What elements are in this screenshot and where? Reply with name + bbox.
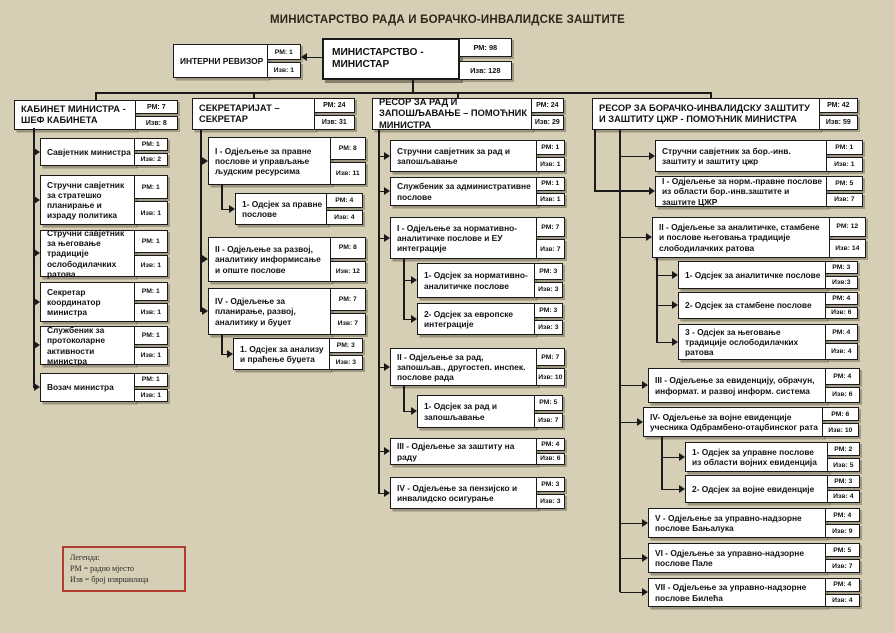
internal-auditor-label: ИНТЕРНИ РЕВИЗОР — [173, 44, 268, 78]
labor-item-6-pm-cell: РМ: 7 — [536, 348, 565, 366]
labor-item-5-pm-cell: РМ: 3 — [534, 303, 563, 318]
cabinet-item-5-pm-cell: РМ: 1 — [134, 326, 168, 345]
ministry-minister-pm-cell: РМ: 98 — [459, 38, 512, 57]
labor-item-8-izv-cell: Изв: 6 — [536, 453, 565, 466]
labor-item-7-stats — [535, 395, 563, 428]
cabinet-item-6-label: Возач министра — [40, 373, 135, 402]
secretariat-header-box — [192, 98, 355, 130]
connector-line — [662, 489, 679, 491]
secretariat-header-stats — [315, 98, 355, 130]
labor-item-9-izv-cell: Изв: 3 — [536, 494, 565, 509]
secretariat-item-4-stats — [331, 288, 366, 335]
secretariat-item-5-label: 1. Одсјек за анализу и праћење буџета — [233, 338, 330, 370]
veterans-item-1-box — [655, 140, 863, 172]
secretariat-item-3-label: II - Одјељење за развој, аналитику информисање и опште послове — [208, 237, 331, 282]
veterans-item-10-pm-cell: РМ: 3 — [827, 475, 860, 488]
labor-item-6-box — [390, 348, 565, 386]
veterans-item-10-box — [685, 475, 860, 503]
ministry-minister-label: МИНИСТАРСТВО - МИНИСТАР — [322, 38, 460, 80]
connector-line — [662, 457, 679, 459]
page-title: МИНИСТАРСТВО РАДА И БОРАЧКО-ИНВАЛИДСКЕ ЗАШТИТЕ — [269, 14, 626, 26]
veterans-item-12-box — [648, 543, 860, 573]
connector-line — [403, 386, 405, 412]
secretariat-item-1-pm-cell: РМ: 8 — [330, 137, 366, 160]
labor-item-8-label: III - Одјељење за заштиту на раду — [390, 438, 537, 465]
connector-line — [656, 258, 658, 343]
arrowhead-icon — [642, 554, 648, 562]
cabinet-item-4-stats — [135, 282, 168, 322]
labor-item-6-stats — [537, 348, 565, 386]
veterans-item-12-label: VI - Одјељење за управно-надзорне послове Пале — [648, 543, 826, 573]
cabinet-header-label: КАБИНЕТ МИНИСТРА - ШЕФ КАБИНЕТА — [14, 100, 136, 130]
labor-header-izv-cell: Изв: 29 — [531, 115, 564, 130]
cabinet-item-4-pm-cell: РМ: 1 — [134, 282, 168, 301]
veterans-item-13-stats — [826, 578, 860, 607]
arrowhead-icon — [411, 276, 417, 284]
veterans-item-11-stats — [826, 508, 860, 538]
cabinet-item-6-pm-cell: РМ: 1 — [134, 373, 168, 387]
cabinet-item-1-label: Савјетник министра — [40, 138, 135, 166]
connector-line — [657, 305, 672, 307]
cabinet-item-4-izv-cell: Изв: 1 — [134, 303, 168, 322]
labor-item-3-izv-cell: Изв: 7 — [536, 239, 565, 259]
labor-item-5-stats — [535, 303, 563, 335]
cabinet-item-6-stats — [135, 373, 168, 402]
cabinet-item-6-box — [40, 373, 168, 402]
veterans-item-4-stats — [826, 261, 858, 289]
veterans-item-3-box — [652, 217, 866, 258]
cabinet-item-4-label: Секретар координатор министра — [40, 282, 135, 322]
secretariat-header-izv-cell: Изв: 31 — [314, 115, 355, 130]
arrowhead-icon — [202, 157, 208, 165]
secretariat-item-3-pm-cell: РМ: 8 — [330, 237, 366, 259]
veterans-item-10-label: 2- Одсјек за војне евиденције — [685, 475, 828, 503]
cabinet-item-2-pm-cell: РМ: 1 — [134, 175, 168, 199]
labor-item-4-label: 1- Одсјек за нормативно-аналитичке послове — [417, 263, 535, 298]
labor-header-stats — [532, 98, 564, 130]
secretariat-item-2-box — [235, 193, 363, 225]
arrowhead-icon — [649, 152, 655, 160]
veterans-item-13-label: VII - Одјељење за управно-надзорне послове Билећа — [648, 578, 826, 607]
veterans-item-6-pm-cell: РМ: 4 — [825, 324, 858, 341]
labor-item-9-stats — [537, 477, 565, 509]
veterans-header-pm-cell: РМ: 42 — [819, 98, 858, 113]
veterans-item-8-pm-cell: РМ: 6 — [822, 407, 859, 421]
connector-line — [378, 130, 380, 494]
labor-item-9-label: IV - Одјељење за пензијско и инвалидско осигурање — [390, 477, 537, 509]
secretariat-item-2-label: 1- Одсјек за правне послове — [235, 193, 327, 225]
labor-item-1-pm-cell: РМ: 1 — [536, 140, 565, 155]
arrowhead-icon — [649, 187, 655, 195]
internal-auditor-pm-cell: РМ: 1 — [267, 44, 301, 60]
cabinet-item-2-label: Стручни савјетник за стратешко планирање и израду политика — [40, 175, 135, 225]
veterans-item-9-stats — [828, 442, 860, 472]
veterans-item-12-izv-cell: Изв: 7 — [825, 559, 860, 573]
veterans-item-2-pm-cell: РМ: 5 — [826, 176, 863, 191]
veterans-item-10-izv-cell: Изв: 4 — [827, 490, 860, 503]
veterans-item-5-izv-cell: Изв: 6 — [825, 307, 858, 320]
cabinet-item-5-stats — [135, 326, 168, 365]
veterans-item-12-pm-cell: РМ: 5 — [825, 543, 860, 557]
veterans-item-8-label: IV- Одјељење за војне евиденције учесника Одбрамбено-отаџбинског рата — [643, 407, 823, 437]
veterans-item-5-label: 2- Одсјек за стамбене послове — [678, 292, 826, 319]
connector-line — [620, 422, 637, 424]
veterans-item-9-izv-cell: Изв: 5 — [827, 458, 860, 472]
connector-line — [33, 128, 35, 388]
labor-item-7-label: 1- Одсјек за рад и запошљавање — [417, 395, 535, 428]
cabinet-item-1-izv-cell: Изв: 2 — [134, 153, 168, 166]
connector-line — [221, 335, 223, 355]
secretariat-item-3-stats — [331, 237, 366, 282]
connector-line — [594, 190, 649, 192]
veterans-item-3-label: II - Одјељење за аналитичке, стамбене и послове његовања традиције слободилачких ратова — [652, 217, 830, 258]
arrowhead-icon — [202, 255, 208, 263]
labor-item-2-izv-cell: Изв: 1 — [536, 193, 565, 207]
arrowhead-icon — [672, 271, 678, 279]
connector-line — [661, 437, 663, 490]
labor-item-2-pm-cell: РМ: 1 — [536, 177, 565, 191]
veterans-item-1-stats — [827, 140, 863, 172]
internal-auditor-izv-cell: Изв: 1 — [267, 62, 301, 78]
veterans-item-3-izv-cell: Изв: 14 — [829, 239, 866, 259]
connector-line — [403, 259, 405, 320]
labor-item-4-pm-cell: РМ: 3 — [534, 263, 563, 280]
veterans-item-12-stats — [826, 543, 860, 573]
veterans-item-6-stats — [826, 324, 858, 360]
arrowhead-icon — [637, 418, 643, 426]
arrowhead-icon — [642, 381, 648, 389]
veterans-item-13-izv-cell: Изв: 4 — [825, 594, 860, 608]
veterans-item-4-label: 1- Одсјек за аналитичке послове — [678, 261, 826, 289]
connector-line — [657, 275, 672, 277]
arrowhead-icon — [34, 298, 40, 306]
veterans-item-9-pm-cell: РМ: 2 — [827, 442, 860, 456]
veterans-item-5-pm-cell: РМ: 4 — [825, 292, 858, 305]
secretariat-item-5-pm-cell: РМ: 3 — [329, 338, 363, 353]
veterans-item-7-label: III - Одјељење за евиденцију, обрачун, информат. и развој информ. система — [648, 368, 826, 403]
connector-line — [95, 92, 97, 101]
labor-header-label: РЕСОР ЗА РАД И ЗАПОШЉАВАЊЕ – ПОМОЋНИК МИНИСТРА — [372, 98, 532, 130]
arrowhead-icon — [301, 53, 307, 61]
internal-auditor-stats — [268, 44, 301, 78]
veterans-item-5-stats — [826, 292, 858, 319]
secretariat-item-4-pm-cell: РМ: 7 — [330, 288, 366, 311]
veterans-item-6-box — [678, 324, 858, 360]
veterans-item-11-box — [648, 508, 860, 538]
labor-item-7-box — [417, 395, 563, 428]
cabinet-item-3-stats — [135, 230, 168, 277]
veterans-item-9-box — [685, 442, 860, 472]
secretariat-item-3-box — [208, 237, 366, 282]
connector-line — [253, 92, 255, 99]
connector-line — [457, 92, 459, 99]
labor-item-5-box — [417, 303, 563, 335]
secretariat-item-1-izv-cell: Изв: 11 — [330, 162, 366, 185]
connector-line — [307, 57, 322, 59]
veterans-item-4-box — [678, 261, 858, 289]
veterans-item-13-pm-cell: РМ: 4 — [825, 578, 860, 592]
internal-auditor-box — [173, 44, 301, 78]
labor-item-8-pm-cell: РМ: 4 — [536, 438, 565, 451]
secretariat-item-5-stats — [330, 338, 363, 370]
connector-line — [657, 342, 672, 344]
arrowhead-icon — [34, 341, 40, 349]
secretariat-item-1-label: I - Одјељење за правне послове и управљање људским ресурсима — [208, 137, 331, 185]
labor-item-5-izv-cell: Изв: 3 — [534, 320, 563, 335]
labor-item-6-izv-cell: Изв: 10 — [536, 368, 565, 386]
labor-item-9-box — [390, 477, 565, 509]
arrowhead-icon — [384, 187, 390, 195]
arrowhead-icon — [384, 447, 390, 455]
veterans-item-11-label: V - Одјељење за управно-надзорне послове Бањалука — [648, 508, 826, 538]
connector-line — [620, 385, 642, 387]
cabinet-item-5-izv-cell: Изв: 1 — [134, 347, 168, 366]
connector-line — [594, 130, 596, 191]
legend-izv-line: Изв = број извршилаца — [70, 575, 149, 585]
cabinet-item-5-box — [40, 326, 168, 365]
secretariat-item-4-box — [208, 288, 366, 335]
labor-header-box — [372, 98, 564, 130]
veterans-item-10-stats — [828, 475, 860, 503]
veterans-item-4-izv-cell: Изв:3 — [825, 276, 858, 289]
veterans-item-8-izv-cell: Изв: 10 — [822, 423, 859, 437]
arrowhead-icon — [679, 485, 685, 493]
cabinet-header-izv-cell: Изв: 8 — [135, 116, 178, 130]
veterans-item-2-izv-cell: Изв: 7 — [826, 193, 863, 208]
veterans-item-9-label: 1- Одсјек за управне послове из области војних евиденција — [685, 442, 828, 472]
cabinet-item-6-izv-cell: Изв: 1 — [134, 389, 168, 403]
arrowhead-icon — [679, 453, 685, 461]
connector-line — [620, 156, 649, 158]
veterans-item-1-label: Стручни савјетник за бор.-инв. заштиту и заштиту цжр — [655, 140, 827, 172]
secretariat-item-4-label: IV - Одјељење за планирање, развој, аналитику и буџет — [208, 288, 331, 335]
veterans-header-izv-cell: Изв: 59 — [819, 115, 858, 130]
connector-line — [620, 558, 642, 560]
veterans-header-label: РЕСОР ЗА БОРАЧКО-ИНВАЛИДСКУ ЗАШТИТУ И ЗАШТИТУ ЦЖР - ПОМОЋНИК МИНИСТРА — [592, 98, 820, 130]
labor-item-2-label: Службеник за административне послове — [390, 177, 537, 206]
veterans-item-5-box — [678, 292, 858, 319]
labor-item-3-pm-cell: РМ: 7 — [536, 217, 565, 237]
labor-item-4-stats — [535, 263, 563, 298]
arrowhead-icon — [34, 249, 40, 257]
arrowhead-icon — [384, 234, 390, 242]
cabinet-item-1-pm-cell: РМ: 1 — [134, 138, 168, 151]
arrowhead-icon — [672, 338, 678, 346]
arrowhead-icon — [642, 519, 648, 527]
labor-item-2-box — [390, 177, 565, 206]
cabinet-item-2-box — [40, 175, 168, 225]
arrowhead-icon — [34, 383, 40, 391]
labor-item-1-box — [390, 140, 565, 172]
labor-item-4-box — [417, 263, 563, 298]
cabinet-item-1-box — [40, 138, 168, 166]
arrowhead-icon — [411, 407, 417, 415]
labor-item-5-label: 2- Одсјек за европске интеграције — [417, 303, 535, 335]
legend — [62, 546, 186, 592]
veterans-item-2-box — [655, 176, 863, 207]
secretariat-item-5-izv-cell: Изв: 3 — [329, 355, 363, 370]
veterans-item-2-label: I - Одјељење за норм.-правне послове из области бор.-инв.заштите и заштите ЦЖР — [655, 176, 827, 207]
veterans-item-13-box — [648, 578, 860, 607]
arrowhead-icon — [202, 307, 208, 315]
connector-line — [412, 79, 414, 93]
veterans-item-8-box — [643, 407, 859, 437]
cabinet-item-4-box — [40, 282, 168, 322]
cabinet-item-3-izv-cell: Изв: 1 — [134, 255, 168, 278]
secretariat-header-label: СЕКРЕТАРИЈАТ – СЕКРЕТАР — [192, 98, 315, 130]
arrowhead-icon — [384, 489, 390, 497]
ministry-minister-stats — [460, 38, 512, 80]
veterans-item-1-izv-cell: Изв: 1 — [826, 157, 863, 172]
veterans-item-3-stats — [830, 217, 866, 258]
cabinet-item-3-label: Стручни савјетник за његовање традиције ослободилачких ратова — [40, 230, 135, 277]
labor-item-2-stats — [537, 177, 565, 206]
cabinet-header-stats — [136, 100, 178, 130]
connector-line — [620, 592, 642, 594]
arrowhead-icon — [227, 350, 233, 358]
labor-item-8-stats — [537, 438, 565, 465]
labor-item-9-pm-cell: РМ: 3 — [536, 477, 565, 492]
veterans-item-7-pm-cell: РМ: 4 — [825, 368, 860, 385]
secretariat-item-1-stats — [331, 137, 366, 185]
connector-line — [710, 92, 712, 99]
cabinet-header-box — [14, 100, 178, 130]
arrowhead-icon — [384, 152, 390, 160]
labor-item-1-label: Стручни савјетник за рад и запошљавање — [390, 140, 537, 172]
labor-item-8-box — [390, 438, 565, 465]
secretariat-item-4-izv-cell: Изв: 7 — [330, 313, 366, 336]
labor-item-3-stats — [537, 217, 565, 259]
secretariat-item-3-izv-cell: Изв: 12 — [330, 261, 366, 283]
arrowhead-icon — [672, 301, 678, 309]
secretariat-item-1-box — [208, 137, 366, 185]
labor-item-1-stats — [537, 140, 565, 172]
veterans-item-11-pm-cell: РМ: 4 — [825, 508, 860, 522]
cabinet-item-5-label: Службеник за протоколарне активности министра — [40, 326, 135, 365]
cabinet-header-pm-cell: РМ: 7 — [135, 100, 178, 114]
veterans-item-6-label: 3 - Одсјек за његовање традиције ослободилачких ратова — [678, 324, 826, 360]
labor-item-3-box — [390, 217, 565, 259]
veterans-item-6-izv-cell: Изв: 4 — [825, 343, 858, 360]
veterans-item-3-pm-cell: РМ: 12 — [829, 217, 866, 237]
veterans-header-stats — [820, 98, 858, 130]
labor-item-7-pm-cell: РМ: 5 — [534, 395, 563, 411]
labor-item-4-izv-cell: Изв: 3 — [534, 282, 563, 299]
veterans-item-7-stats — [826, 368, 860, 403]
veterans-item-11-izv-cell: Изв: 9 — [825, 524, 860, 538]
ministry-minister-izv-cell: Изв: 128 — [459, 61, 512, 80]
veterans-item-7-box — [648, 368, 860, 403]
secretariat-header-pm-cell: РМ: 24 — [314, 98, 355, 113]
cabinet-item-2-izv-cell: Изв: 1 — [134, 201, 168, 225]
labor-item-6-label: II - Одјељење за рад, запошљав., другостеп. инспек. послове рада — [390, 348, 537, 386]
connector-line — [95, 92, 711, 94]
secretariat-item-2-stats — [327, 193, 363, 225]
arrowhead-icon — [34, 196, 40, 204]
connector-line — [620, 237, 646, 239]
labor-item-3-label: I - Одјељење за нормативно-аналитичке послове и ЕУ интеграције — [390, 217, 537, 259]
arrowhead-icon — [646, 233, 652, 241]
veterans-item-4-pm-cell: РМ: 3 — [825, 261, 858, 274]
labor-header-pm-cell: РМ: 24 — [531, 98, 564, 113]
secretariat-item-2-pm-cell: РМ: 4 — [326, 193, 363, 208]
arrowhead-icon — [229, 205, 235, 213]
secretariat-item-2-izv-cell: Изв: 4 — [326, 210, 363, 225]
labor-item-7-izv-cell: Изв: 7 — [534, 413, 563, 429]
arrowhead-icon — [34, 148, 40, 156]
labor-item-1-izv-cell: Изв: 1 — [536, 157, 565, 172]
cabinet-item-1-stats — [135, 138, 168, 166]
legend-pm-line: РМ = радно мјесто — [70, 564, 134, 574]
cabinet-item-2-stats — [135, 175, 168, 225]
connector-line — [620, 523, 642, 525]
arrowhead-icon — [642, 588, 648, 596]
cabinet-item-3-box — [40, 227, 168, 279]
veterans-item-2-stats — [827, 176, 863, 207]
connector-line — [221, 185, 223, 210]
veterans-header-box — [592, 98, 858, 130]
secretariat-item-5-box — [233, 338, 363, 370]
ministry-minister-box — [322, 38, 512, 80]
arrowhead-icon — [411, 315, 417, 323]
veterans-item-7-izv-cell: Изв: 6 — [825, 387, 860, 404]
cabinet-item-3-pm-cell: РМ: 1 — [134, 230, 168, 253]
veterans-item-1-pm-cell: РМ: 1 — [826, 140, 863, 155]
veterans-item-8-stats — [823, 407, 859, 437]
legend-heading: Легенда: — [70, 553, 100, 562]
arrowhead-icon — [384, 363, 390, 371]
